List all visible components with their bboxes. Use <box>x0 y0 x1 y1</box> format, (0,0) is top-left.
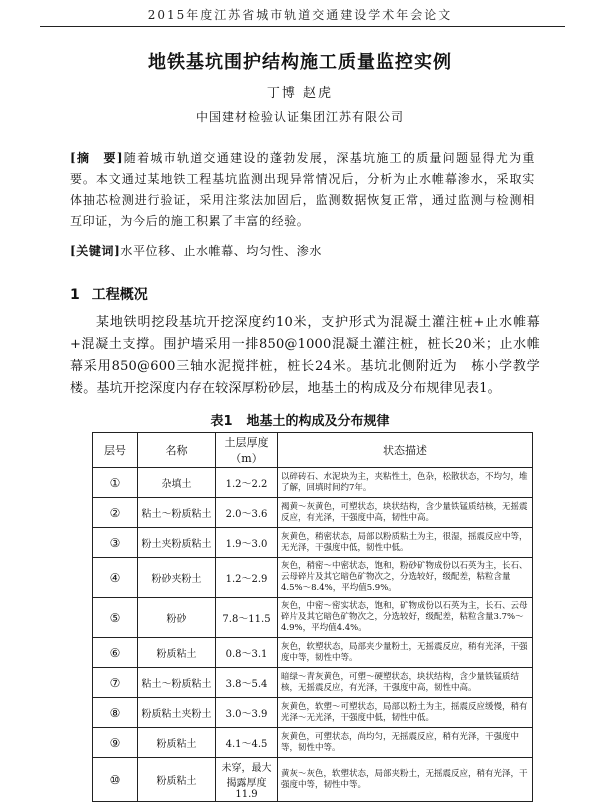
soil-table <box>92 432 533 802</box>
soil-thickness: 未穿，最大揭露厚度11.9 <box>216 758 278 802</box>
header-name: 名称 <box>138 433 216 468</box>
soil-thickness: 1.2～2.2 <box>216 468 278 498</box>
soil-description: 灰黄色，可塑状态，尚均匀，无摇震反应，稍有光泽，干强度中等，韧性中等。 <box>278 728 533 758</box>
table-header-row <box>93 433 533 468</box>
abstract <box>70 148 535 232</box>
soil-name: 粘土～粉质粘土 <box>138 668 216 698</box>
table-row <box>93 528 533 558</box>
keywords-text: 水平位移、止水帷幕、均匀性、渗水 <box>120 244 322 258</box>
table-row <box>93 598 533 638</box>
soil-name: 粉质粘土夹粉土 <box>138 698 216 728</box>
table-row <box>93 558 533 598</box>
header-layer-no: 层号 <box>93 433 138 468</box>
keywords <box>70 242 535 259</box>
authors: 丁博 赵虎 <box>266 86 334 101</box>
layer-no: ⑧ <box>93 698 138 728</box>
soil-description: 灰色，软塑状态，局部夹少量粉土，无摇震反应，稍有光泽，干强度中等，韧性中等。 <box>278 638 533 668</box>
soil-thickness: 1.9～3.0 <box>216 528 278 558</box>
section-heading <box>70 284 148 304</box>
soil-name: 粉质粘土 <box>138 638 216 668</box>
header-rule <box>40 26 565 27</box>
soil-thickness: 0.8～3.1 <box>216 638 278 668</box>
table-number: 表1 <box>210 414 233 429</box>
table-caption-text: 地基土的构成及分布规律 <box>246 414 390 429</box>
layer-no: ⑨ <box>93 728 138 758</box>
header-thickness: 土层厚度（m） <box>216 433 278 468</box>
table-row <box>93 638 533 668</box>
table-row <box>93 758 533 802</box>
soil-thickness: 4.1～4.5 <box>216 728 278 758</box>
layer-no: ⑤ <box>93 598 138 638</box>
soil-name: 粉砂 <box>138 598 216 638</box>
soil-name: 粉质粘土 <box>138 728 216 758</box>
layer-no: ③ <box>93 528 138 558</box>
soil-description: 以碎砖石、水泥块为主，夹粘性土，色杂，松散状态，不均匀，堆了解，回填时间约7年。 <box>278 468 533 498</box>
affiliation: 中国建材检验认证集团江苏有限公司 <box>195 110 404 124</box>
soil-name: 粉质粘土 <box>138 758 216 802</box>
layer-no: ⑩ <box>93 758 138 802</box>
section-title: 工程概况 <box>91 287 148 303</box>
table-row <box>93 468 533 498</box>
soil-thickness: 3.0～3.9 <box>216 698 278 728</box>
soil-name: 粉砂夹粉土 <box>138 558 216 598</box>
layer-no: ② <box>93 498 138 528</box>
body-paragraph: 某地铁明挖段基坑开挖深度约10米，支护形式为混凝土灌注桩+止水帷幕+混凝土支撑。围护墙采用一排850@1000混凝土灌注桩，桩长20米；止水帷幕采用850@600三轴水泥搅拌桩，桩长24米。基坑北侧附近为 栋小学教学楼。基坑开挖深度内存在较深厚粉砂层，地基土的构成及分布规律见表1。 <box>70 315 540 396</box>
header-description: 状态描述 <box>278 433 533 468</box>
section-number: 1 <box>70 287 80 303</box>
soil-name: 粉土夹粉质粘土 <box>138 528 216 558</box>
paper-title: 地铁基坑围护结构施工质量监控实例 <box>148 52 452 73</box>
soil-name: 粘土～粉质粘土 <box>138 498 216 528</box>
layer-no: ⑥ <box>93 638 138 668</box>
table-row <box>93 668 533 698</box>
soil-description: 黄灰～灰色，软塑状态，局部夹粉土，无摇震反应，稍有光泽，干强度中等，韧性中等。 <box>278 758 533 802</box>
layer-no: ⑦ <box>93 668 138 698</box>
layer-no: ④ <box>93 558 138 598</box>
running-head: 2015年度江苏省城市轨道交通建设学术年会论文 <box>147 8 453 22</box>
soil-thickness: 3.8～5.4 <box>216 668 278 698</box>
table-row <box>93 498 533 528</box>
abstract-label: [摘 要] <box>70 151 124 165</box>
keywords-label: [关键词] <box>70 244 121 258</box>
table-caption <box>0 410 600 429</box>
table-row <box>93 728 533 758</box>
table-row <box>93 698 533 728</box>
soil-description: 灰黄色，稍密状态，局部以粉质粘土为主，很湿，摇震反应中等，无光泽，干强度中低，韧性中低。 <box>278 528 533 558</box>
layer-no: ① <box>93 468 138 498</box>
soil-thickness: 7.8～11.5 <box>216 598 278 638</box>
soil-thickness: 1.2～2.9 <box>216 558 278 598</box>
soil-description: 灰色，稍密～中密状态，饱和，粉砂矿物成份以石英为主，长石、云母碎片及其它暗色矿物次之，分选较好，级配差，粘粒含量4.5%～8.4%，平均值5.9%。 <box>278 558 533 598</box>
soil-name: 杂填土 <box>138 468 216 498</box>
soil-description: 褐黄～灰黄色，可塑状态，块状结构，含少量铁锰质结核，无摇震反应，有光泽，干强度中高，韧性中高。 <box>278 498 533 528</box>
abstract-text: 随着城市轨道交通建设的蓬勃发展，深基坑施工的质量问题显得尤为重要。本文通过某地铁工程基坑监测出现异常情况后，分析为止水帷幕渗水，采取实体抽芯检测进行验证，采用注浆法加固后，监测数据恢复正常，通过监测与检测相互印证，为今后的施工积累了丰富的经验。 <box>70 151 535 228</box>
soil-description: 暗绿～青灰黄色，可塑～硬塑状态，块状结构，含少量铁锰质结核，无摇震反应，有光泽，干强度中高，韧性中高。 <box>278 668 533 698</box>
soil-thickness: 2.0～3.6 <box>216 498 278 528</box>
soil-description: 灰色，中密～密实状态，饱和，矿物成份以石英为主，长石、云母碎片及其它暗色矿物次之，分选较好，级配差，粘粒含量3.7%～4.9%，平均值4.4%。 <box>278 598 533 638</box>
soil-description: 灰黄色，软塑～可塑状态，局部以粉土为主，摇震反应缓慢，稍有光泽～无光泽，干强度中低，韧性中低。 <box>278 698 533 728</box>
